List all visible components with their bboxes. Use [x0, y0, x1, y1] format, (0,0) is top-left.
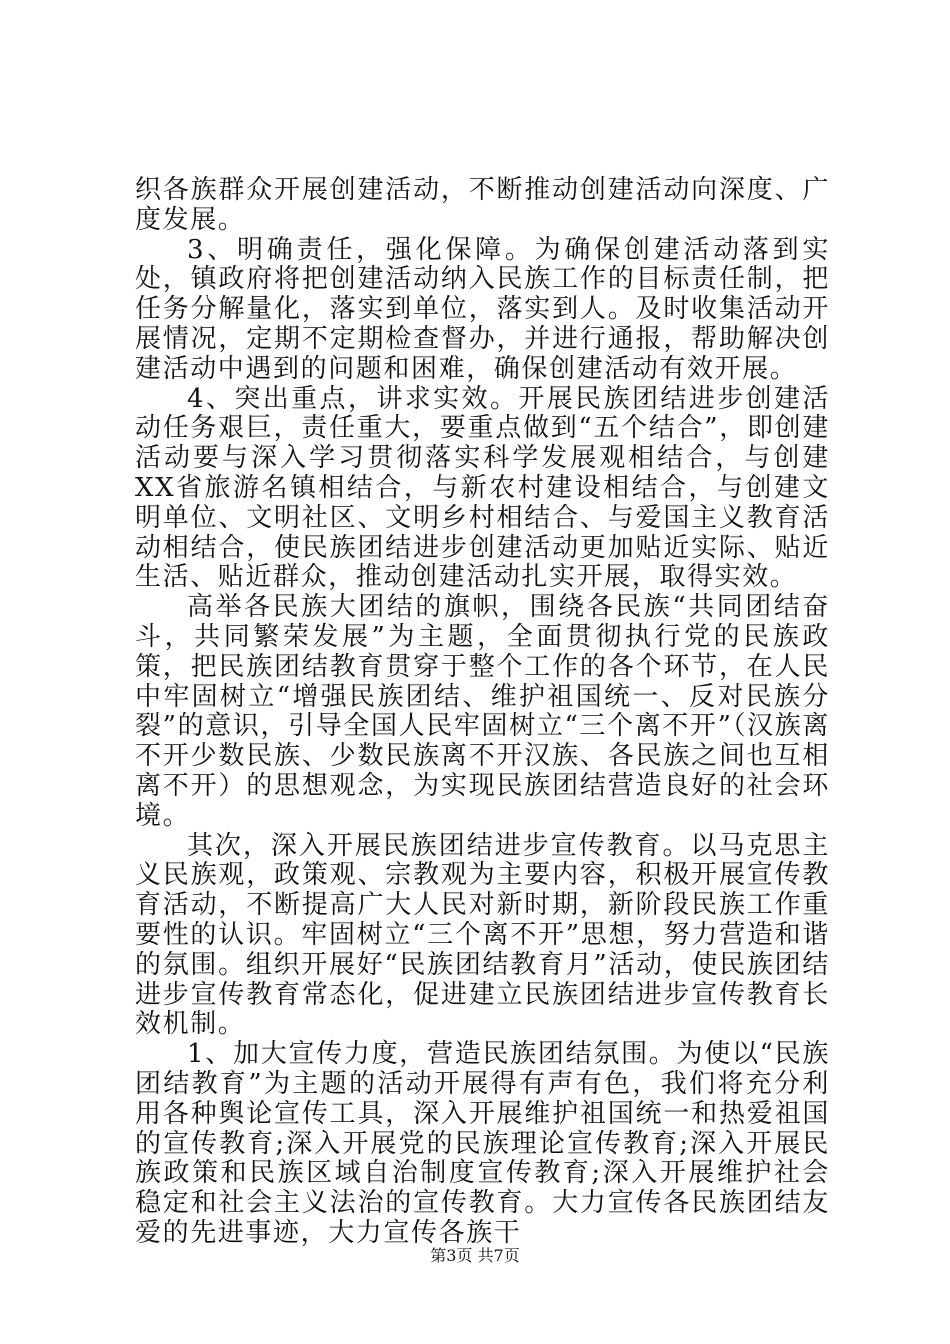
paragraph-item-3: 3、明确责任，强化保障。为确保创建活动落到实处，镇政府将把创建活动纳入民族工作的目标责任制，把任务分解量化，落实到单位，落实到人。及时收集活动开展情况，定期不定期检查督办，并进行通报，帮助解决创建活动中遇到的问题和困难，确保创建活动有效开展。 [135, 234, 830, 384]
paragraph-banner: 高举各民族大团结的旗帜，围绕各民族“共同团结奋斗，共同繁荣发展”为主题，全面贯彻执行党的民族政策，把民族团结教育贯穿于整个工作的各个环节，在人民中牢固树立“增强民族团结、维护祖国统一、反对民族分裂”的意识，引导全国人民牢固树立“三个离不开”（汉族离不开少数民族、少数民族离不开汉族、各民族之间也互相离不开）的思想观念，为实现民族团结营造良好的社会环境。 [135, 592, 830, 831]
paragraph-item-1: 1、加大宣传力度，营造民族团结氛围。为使以“民族团结教育”为主题的活动开展得有声有色，我们将充分利用各种舆论宣传工具，深入开展维护祖国统一和热爱祖国的宣传教育;深入开展党的民族理论宣传教育;深入开展民族政策和民族区域自治制度宣传教育;深入开展维护社会稳定和社会主义法治的宣传教育。大力宣传各民族团结友爱的先进事迹，大力宣传各族干 [135, 1039, 830, 1248]
paragraph-continuation: 织各族群众开展创建活动，不断推动创建活动向深度、广度发展。 [135, 175, 830, 235]
paragraph-item-4: 4、突出重点，讲求实效。开展民族团结进步创建活动任务艰巨，责任重大，要重点做到“五个结合”，即创建活动要与深入学习贯彻落实科学发展观相结合，与创建XX省旅游名镇相结合，与新农村建设相结合，与创建文明单位、文明社区、文明乡村相结合、与爱国主义教育活动相结合，使民族团结进步创建活动更加贴近实际、贴近生活、贴近群众，推动创建活动扎实开展，取得实效。 [135, 383, 830, 593]
paragraph-second: 其次，深入开展民族团结进步宣传教育。以马克思主义民族观，政策观、宗教观为主要内容，积极开展宣传教育活动，不断提高广大人民对新时期，新阶段民族工作重要性的认识。牢固树立“三个离不开”思想，努力营造和谐的氛围。组织开展好“民族团结教育月”活动，使民族团结进步宣传教育常态化，促进建立民族团结进步宣传教育长效机制。 [135, 830, 830, 1040]
document-body [135, 176, 830, 1249]
page-number-footer: 第3页 共7页 [430, 1246, 520, 1265]
